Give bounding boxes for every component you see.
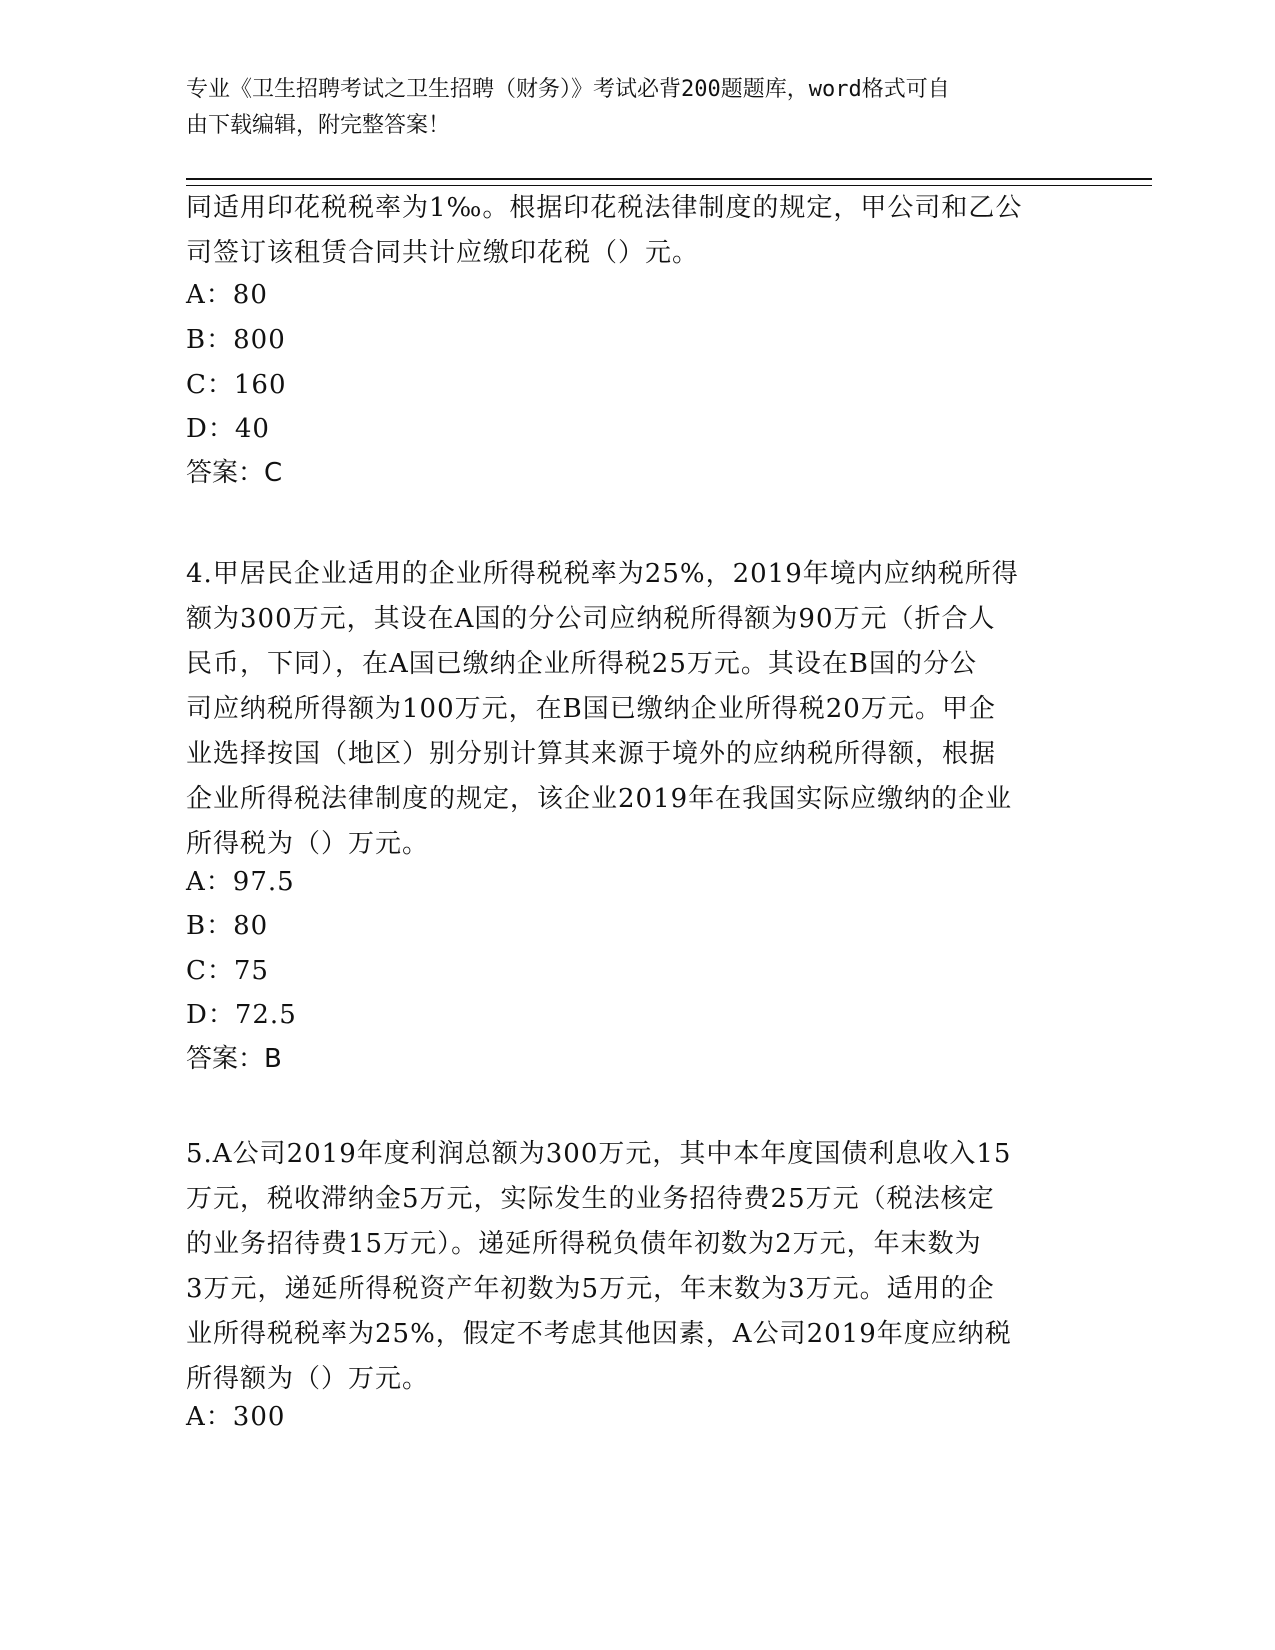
question-3-option-c: C：160 — [186, 370, 287, 400]
question-3-option-d: D：40 — [186, 414, 270, 444]
question-5-line: 所得额为（）万元。 — [186, 1364, 430, 1394]
question-5-line: 的业务招待费15万元）。递延所得税负债年初数为2万元，年末数为 — [186, 1229, 982, 1259]
question-4-line: 司应纳税所得额为100万元，在B国已缴纳企业所得税20万元。甲企 — [186, 694, 996, 724]
header-divider — [186, 178, 1152, 186]
question-5-option-a: A：300 — [186, 1402, 286, 1432]
question-3-option-a: A：80 — [186, 280, 268, 310]
question-3-option-b: B：800 — [186, 325, 286, 355]
question-4-line: 企业所得税法律制度的规定，该企业2019年在我国实际应缴纳的企业 — [186, 784, 1013, 814]
question-5-stem — [186, 1132, 1086, 1402]
question-3-line: 司签订该租赁合同共计应缴印花税（）元。 — [186, 238, 700, 268]
question-4-option-d: D：72.5 — [186, 1000, 297, 1030]
header-title-line-2: 由下载编辑，附完整答案！ — [186, 113, 451, 138]
question-4-option-b: B：80 — [186, 911, 269, 941]
question-4-option-a: A：97.5 — [186, 867, 295, 897]
question-4-line: 业选择按国（地区）别分别计算其来源于境外的应纳税所得额，根据 — [186, 739, 997, 769]
question-4-answer: 答案：B — [186, 1044, 282, 1074]
question-5-line: 万元，税收滞纳金5万元，实际发生的业务招待费25万元（税法核定 — [186, 1184, 995, 1214]
question-5-line: 业所得税税率为25%，假定不考虑其他因素，A公司2019年度应纳税 — [186, 1319, 1012, 1349]
question-4-line: 额为300万元，其设在A国的分公司应纳税所得额为90万元（折合人 — [186, 604, 996, 634]
question-3-line: 同适用印花税税率为1‰。根据印花税法律制度的规定，甲公司和乙公 — [186, 193, 1023, 223]
question-3-answer: 答案：C — [186, 458, 283, 488]
question-4-line: 民币，下同），在A国已缴纳企业所得税25万元。其设在B国的分公 — [186, 649, 977, 679]
question-4-line: 所得税为（）万元。 — [186, 829, 430, 859]
header-title-line-1: 专业《卫生招聘考试之卫生招聘（财务）》考试必背200题题库，word格式可自 — [186, 77, 950, 102]
question-4-line: 4.甲居民企业适用的企业所得税税率为25%，2019年境内应纳税所得 — [186, 559, 1019, 589]
document-header — [186, 72, 1066, 144]
question-4-stem — [186, 552, 1086, 867]
question-5-line: 5.A公司2019年度利润总额为300万元，其中本年度国债利息收入15 — [186, 1139, 1012, 1169]
question-4-option-c: C：75 — [186, 956, 269, 986]
question-5-line: 3万元，递延所得税资产年初数为5万元，年末数为3万元。适用的企 — [186, 1274, 995, 1304]
question-3-stem — [186, 186, 1086, 276]
